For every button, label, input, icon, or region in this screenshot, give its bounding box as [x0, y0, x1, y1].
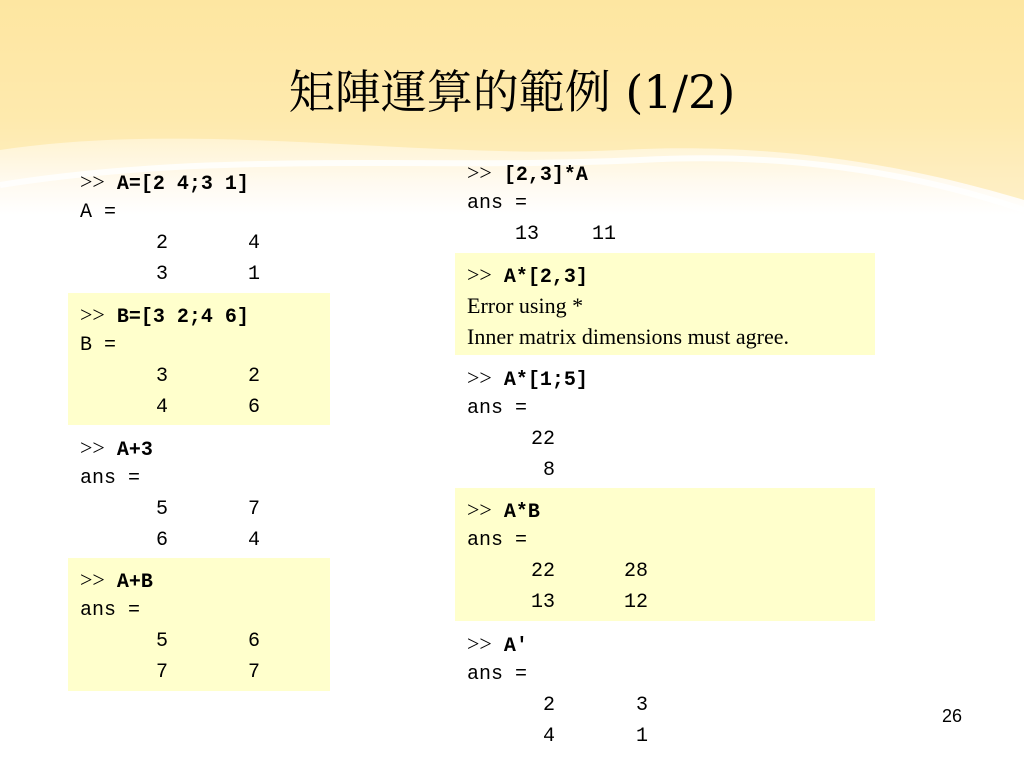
matrix-cell: 1 [247, 263, 260, 286]
matrix-cell: 6 [247, 630, 260, 653]
command: A+3 [116, 439, 153, 462]
output-label: ans = [80, 467, 141, 490]
prompt: >> [467, 365, 492, 390]
matrix-cell: 4 [542, 725, 555, 748]
command: A=[2 4;3 1] [116, 173, 249, 196]
prompt: >> [80, 567, 105, 592]
matrix-cell: 13 [514, 223, 539, 246]
matrix-cell: 7 [247, 498, 260, 521]
matrix-cell: 22 [530, 428, 555, 451]
matrix-cell: 22 [530, 560, 555, 583]
matrix-cell: 2 [542, 694, 555, 717]
matrix-cell: 7 [155, 661, 168, 684]
command: A*[1;5] [503, 369, 588, 392]
output-label: ans = [80, 599, 141, 622]
matrix-cell: 13 [530, 591, 555, 614]
command: B=[3 2;4 6] [116, 306, 249, 329]
prompt: >> [467, 160, 492, 185]
output-label: A = [80, 201, 117, 224]
command: A*[2,3] [503, 266, 588, 289]
code-block-a-transpose [455, 622, 875, 758]
code-block-a-times-vector-error [455, 253, 875, 355]
matrix-cell: 2 [155, 232, 168, 255]
output-label: ans = [467, 192, 528, 215]
matrix-cell: 5 [155, 498, 168, 521]
code-block-b-definition [68, 293, 330, 425]
matrix-cell: 6 [247, 396, 260, 419]
command: A+B [116, 571, 153, 594]
output-label: ans = [467, 663, 528, 686]
prompt: >> [80, 169, 105, 194]
matrix-cell: 12 [623, 591, 648, 614]
code-block-vector-times-a [455, 151, 875, 256]
matrix-cell: 4 [247, 232, 260, 255]
matrix-cell: 5 [155, 630, 168, 653]
prompt: >> [467, 631, 492, 656]
matrix-cell: 2 [247, 365, 260, 388]
code-block-a-times-column [455, 356, 875, 492]
output-label: B = [80, 334, 117, 357]
page-number: 26 [941, 706, 962, 726]
matrix-cell: 3 [155, 263, 168, 286]
prompt: >> [467, 262, 492, 287]
prompt: >> [467, 497, 492, 522]
code-block-a-definition [68, 160, 330, 296]
matrix-cell: 7 [247, 661, 260, 684]
code-block-a-plus-3 [68, 426, 330, 562]
code-block-a-plus-b [68, 558, 330, 691]
matrix-cell: 28 [623, 560, 648, 583]
matrix-cell: 8 [542, 459, 555, 482]
error-detail: Inner matrix dimensions must agree. [467, 324, 789, 349]
prompt: >> [80, 302, 105, 327]
matrix-cell: 3 [635, 694, 648, 717]
prompt: >> [80, 435, 105, 460]
command: [2,3]*A [503, 164, 588, 187]
command: A*B [503, 501, 540, 524]
command: A' [503, 635, 528, 658]
output-label: ans = [467, 397, 528, 420]
matrix-cell: 3 [155, 365, 168, 388]
matrix-cell: 1 [635, 725, 648, 748]
matrix-cell: 11 [591, 223, 616, 246]
output-label: ans = [467, 529, 528, 552]
error-message: Error using * [467, 293, 584, 318]
matrix-cell: 6 [155, 529, 168, 552]
slide-title: 矩陣運算的範例 (1/2) [288, 65, 736, 119]
matrix-cell: 4 [155, 396, 168, 419]
matrix-cell: 4 [247, 529, 260, 552]
code-block-a-times-b [455, 488, 875, 621]
